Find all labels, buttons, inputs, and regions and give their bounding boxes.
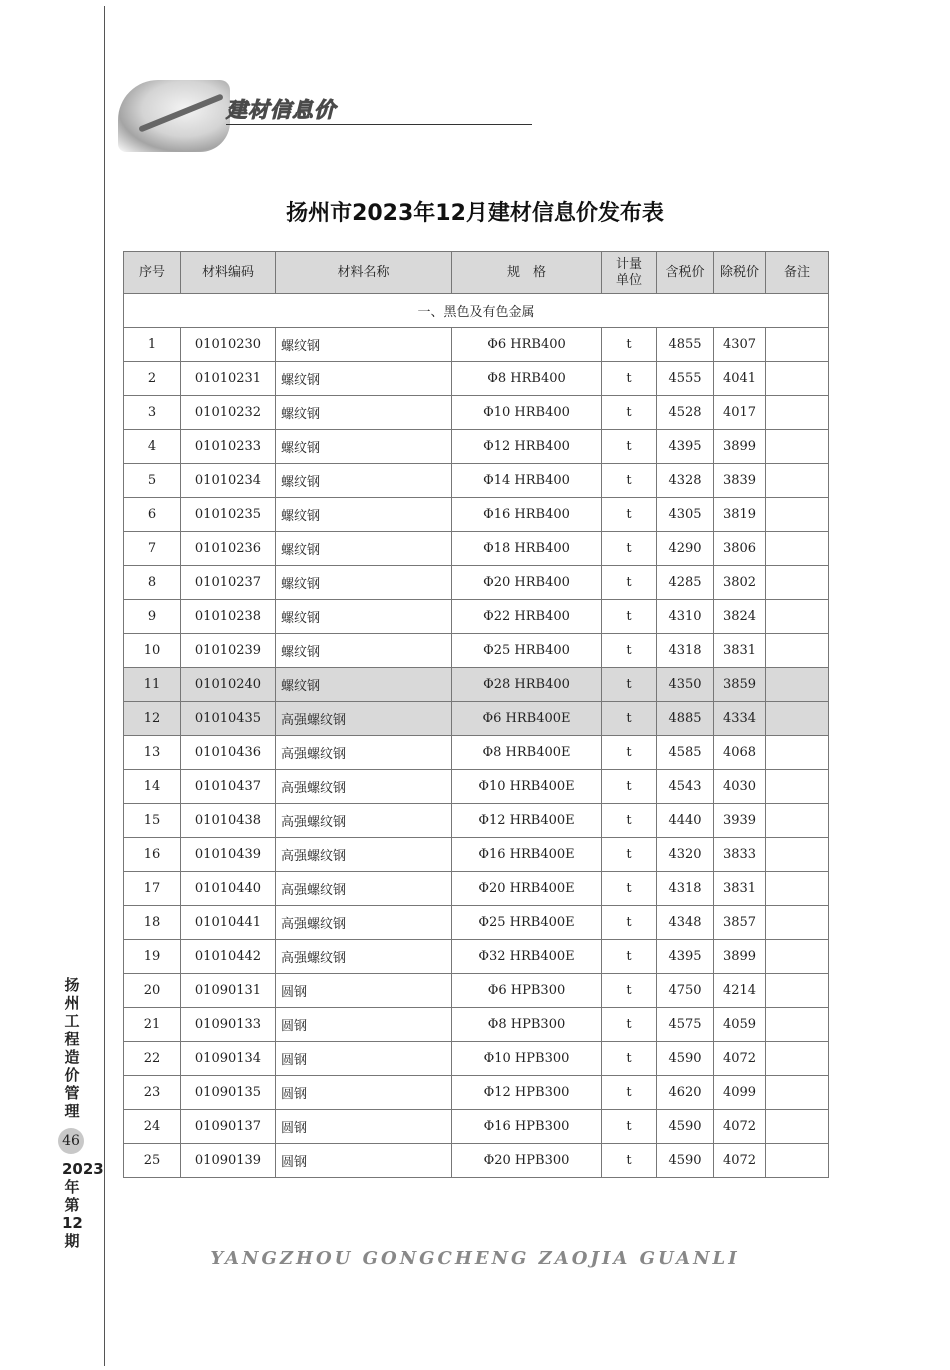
cell-note	[766, 1008, 829, 1042]
table-row	[124, 362, 829, 396]
cell-unit: t	[602, 906, 657, 940]
table-row	[124, 668, 829, 702]
cell-no: 21	[124, 1008, 181, 1042]
cell-unit: t	[602, 974, 657, 1008]
table-row	[124, 1008, 829, 1042]
cell-code: 01010236	[181, 532, 276, 566]
cell-spec: Φ10 HRB400E	[452, 770, 602, 804]
cell-spec: Φ18 HRB400	[452, 532, 602, 566]
cell-spec: Φ8 HPB300	[452, 1008, 602, 1042]
section-row	[124, 294, 829, 328]
cell-no: 6	[124, 498, 181, 532]
cell-notax-price: 4214	[714, 974, 766, 1008]
table-row	[124, 872, 829, 906]
cell-unit: t	[602, 566, 657, 600]
cell-tax-price: 4328	[657, 464, 714, 498]
cell-note	[766, 464, 829, 498]
cell-tax-price: 4750	[657, 974, 714, 1008]
cell-notax-price: 3833	[714, 838, 766, 872]
cell-tax-price: 4590	[657, 1042, 714, 1076]
cell-name: 高强螺纹钢	[276, 702, 452, 736]
cell-unit: t	[602, 1144, 657, 1178]
cell-note	[766, 634, 829, 668]
cell-no: 2	[124, 362, 181, 396]
cell-unit: t	[602, 940, 657, 974]
cell-note	[766, 600, 829, 634]
cell-code: 01090131	[181, 974, 276, 1008]
cell-code: 01010233	[181, 430, 276, 464]
cell-note	[766, 1042, 829, 1076]
cell-name: 螺纹钢	[276, 600, 452, 634]
cell-name: 螺纹钢	[276, 532, 452, 566]
table-row	[124, 940, 829, 974]
cell-notax-price: 3824	[714, 600, 766, 634]
cell-no: 5	[124, 464, 181, 498]
cell-no: 8	[124, 566, 181, 600]
cell-note	[766, 328, 829, 362]
cell-code: 01010230	[181, 328, 276, 362]
cell-code: 01010435	[181, 702, 276, 736]
cell-code: 01010441	[181, 906, 276, 940]
cell-unit: t	[602, 396, 657, 430]
cell-no: 17	[124, 872, 181, 906]
cell-tax-price: 4585	[657, 736, 714, 770]
cell-code: 01010235	[181, 498, 276, 532]
cell-tax-price: 4318	[657, 634, 714, 668]
table-row	[124, 1110, 829, 1144]
cell-no: 19	[124, 940, 181, 974]
cell-spec: Φ25 HRB400	[452, 634, 602, 668]
cell-tax-price: 4320	[657, 838, 714, 872]
cell-unit: t	[602, 668, 657, 702]
cell-no: 7	[124, 532, 181, 566]
issue-year: 2023	[62, 1160, 104, 1178]
cell-no: 13	[124, 736, 181, 770]
cell-notax-price: 4072	[714, 1110, 766, 1144]
cell-unit: t	[602, 634, 657, 668]
cell-code: 01010232	[181, 396, 276, 430]
cell-code: 01010237	[181, 566, 276, 600]
cell-notax-price: 3819	[714, 498, 766, 532]
cell-notax-price: 3899	[714, 940, 766, 974]
cell-tax-price: 4528	[657, 396, 714, 430]
cell-spec: Φ12 HRB400E	[452, 804, 602, 838]
cell-note	[766, 668, 829, 702]
cell-notax-price: 3859	[714, 668, 766, 702]
header-cell-tax-price: 含税价	[657, 252, 714, 294]
cell-spec: Φ14 HRB400	[452, 464, 602, 498]
cell-no: 16	[124, 838, 181, 872]
cell-code: 01090134	[181, 1042, 276, 1076]
cell-notax-price: 3939	[714, 804, 766, 838]
cell-note	[766, 702, 829, 736]
cell-tax-price: 4590	[657, 1144, 714, 1178]
cell-spec: Φ8 HRB400E	[452, 736, 602, 770]
table-row	[124, 532, 829, 566]
table-row	[124, 634, 829, 668]
cell-spec: Φ16 HPB300	[452, 1110, 602, 1144]
cell-notax-price: 3839	[714, 464, 766, 498]
cell-tax-price: 4575	[657, 1008, 714, 1042]
cell-tax-price: 4855	[657, 328, 714, 362]
cell-notax-price: 3899	[714, 430, 766, 464]
cell-code: 01090139	[181, 1144, 276, 1178]
cell-name: 螺纹钢	[276, 464, 452, 498]
cell-name: 圆钢	[276, 974, 452, 1008]
table-row	[124, 1144, 829, 1178]
table-header-row	[124, 252, 829, 294]
cell-spec: Φ10 HPB300	[452, 1042, 602, 1076]
cell-no: 23	[124, 1076, 181, 1110]
cell-tax-price: 4285	[657, 566, 714, 600]
cell-notax-price: 3802	[714, 566, 766, 600]
cell-name: 圆钢	[276, 1008, 452, 1042]
cell-notax-price: 4072	[714, 1042, 766, 1076]
cell-name: 高强螺纹钢	[276, 940, 452, 974]
header-cell-notax-price: 除税价	[714, 252, 766, 294]
cell-tax-price: 4543	[657, 770, 714, 804]
cell-note	[766, 770, 829, 804]
cell-name: 高强螺纹钢	[276, 770, 452, 804]
cell-unit: t	[602, 736, 657, 770]
section-banner	[118, 80, 538, 156]
cell-unit: t	[602, 464, 657, 498]
cell-notax-price: 4099	[714, 1076, 766, 1110]
cell-notax-price: 4068	[714, 736, 766, 770]
cell-name: 螺纹钢	[276, 328, 452, 362]
cell-note	[766, 1076, 829, 1110]
journal-title: 扬州工程造价管理	[64, 976, 80, 1120]
cell-name: 螺纹钢	[276, 362, 452, 396]
cell-name: 圆钢	[276, 1042, 452, 1076]
cell-spec: Φ20 HRB400	[452, 566, 602, 600]
cell-unit: t	[602, 600, 657, 634]
cell-name: 高强螺纹钢	[276, 906, 452, 940]
header-cell-code: 材料编码	[181, 252, 276, 294]
cell-no: 15	[124, 804, 181, 838]
cell-unit: t	[602, 1110, 657, 1144]
table-row	[124, 1076, 829, 1110]
cell-code: 01010234	[181, 464, 276, 498]
cell-no: 11	[124, 668, 181, 702]
table-row	[124, 702, 829, 736]
cell-note	[766, 974, 829, 1008]
issue-label	[62, 1160, 104, 1250]
cell-no: 24	[124, 1110, 181, 1144]
cell-code: 01010437	[181, 770, 276, 804]
cell-code: 01010439	[181, 838, 276, 872]
cell-name: 圆钢	[276, 1144, 452, 1178]
cell-note	[766, 396, 829, 430]
cell-spec: Φ32 HRB400E	[452, 940, 602, 974]
cell-tax-price: 4440	[657, 804, 714, 838]
cell-spec: Φ28 HRB400	[452, 668, 602, 702]
page-title: 扬州市2023年12月建材信息价发布表	[286, 201, 664, 226]
cell-code: 01010440	[181, 872, 276, 906]
cell-unit: t	[602, 328, 657, 362]
table-row	[124, 770, 829, 804]
cell-no: 22	[124, 1042, 181, 1076]
cell-notax-price: 3857	[714, 906, 766, 940]
cell-no: 9	[124, 600, 181, 634]
cell-note	[766, 532, 829, 566]
cell-no: 3	[124, 396, 181, 430]
cell-unit: t	[602, 770, 657, 804]
cell-tax-price: 4305	[657, 498, 714, 532]
cell-unit: t	[602, 430, 657, 464]
cell-name: 螺纹钢	[276, 396, 452, 430]
cell-code: 01010231	[181, 362, 276, 396]
cell-note	[766, 566, 829, 600]
cell-tax-price: 4885	[657, 702, 714, 736]
banner-rule	[226, 124, 532, 125]
cell-name: 高强螺纹钢	[276, 838, 452, 872]
cell-note	[766, 804, 829, 838]
table-row	[124, 396, 829, 430]
cell-no: 1	[124, 328, 181, 362]
cell-notax-price: 4030	[714, 770, 766, 804]
cell-tax-price: 4350	[657, 668, 714, 702]
cell-name: 螺纹钢	[276, 634, 452, 668]
cell-no: 14	[124, 770, 181, 804]
table-row	[124, 498, 829, 532]
header-cell-unit: 计量单位	[602, 252, 657, 294]
cell-note	[766, 940, 829, 974]
cell-code: 01010438	[181, 804, 276, 838]
cell-spec: Φ6 HRB400	[452, 328, 602, 362]
cell-code: 01090133	[181, 1008, 276, 1042]
cell-unit: t	[602, 498, 657, 532]
cell-spec: Φ6 HPB300	[452, 974, 602, 1008]
page-number: 46	[58, 1128, 84, 1154]
cell-unit: t	[602, 1008, 657, 1042]
price-table	[123, 251, 829, 1178]
cell-tax-price: 4348	[657, 906, 714, 940]
cell-unit: t	[602, 872, 657, 906]
cell-code: 01010240	[181, 668, 276, 702]
cell-note	[766, 430, 829, 464]
issue-number: 12	[62, 1214, 83, 1232]
cell-spec: Φ12 HRB400	[452, 430, 602, 464]
cell-name: 高强螺纹钢	[276, 736, 452, 770]
cell-unit: t	[602, 804, 657, 838]
cell-spec: Φ10 HRB400	[452, 396, 602, 430]
cell-notax-price: 4307	[714, 328, 766, 362]
cell-no: 4	[124, 430, 181, 464]
banner-title: 建材信息价	[226, 98, 336, 122]
table-row	[124, 736, 829, 770]
cell-name: 圆钢	[276, 1076, 452, 1110]
cell-note	[766, 1144, 829, 1178]
cell-unit: t	[602, 1042, 657, 1076]
cell-tax-price: 4555	[657, 362, 714, 396]
cell-unit: t	[602, 1076, 657, 1110]
cell-spec: Φ16 HRB400E	[452, 838, 602, 872]
cell-code: 01090137	[181, 1110, 276, 1144]
table-row	[124, 464, 829, 498]
cell-tax-price: 4620	[657, 1076, 714, 1110]
cell-unit: t	[602, 532, 657, 566]
cell-spec: Φ20 HRB400E	[452, 872, 602, 906]
header-cell-no: 序号	[124, 252, 181, 294]
cell-tax-price: 4318	[657, 872, 714, 906]
cell-notax-price: 4072	[714, 1144, 766, 1178]
table-row	[124, 1042, 829, 1076]
cell-note	[766, 362, 829, 396]
cell-spec: Φ20 HPB300	[452, 1144, 602, 1178]
cell-name: 高强螺纹钢	[276, 804, 452, 838]
cell-name: 螺纹钢	[276, 430, 452, 464]
cell-tax-price: 4310	[657, 600, 714, 634]
cell-note	[766, 1110, 829, 1144]
table-row	[124, 600, 829, 634]
section-label: 一、黑色及有色金属	[124, 294, 829, 328]
table-row	[124, 906, 829, 940]
footer-english-title: YANGZHOU GONGCHENG ZAOJIA GUANLI	[210, 1248, 740, 1269]
cell-note	[766, 498, 829, 532]
cell-tax-price: 4395	[657, 940, 714, 974]
cell-code: 01090135	[181, 1076, 276, 1110]
cell-no: 18	[124, 906, 181, 940]
cell-unit: t	[602, 838, 657, 872]
cell-note	[766, 906, 829, 940]
cell-tax-price: 4590	[657, 1110, 714, 1144]
table-row	[124, 430, 829, 464]
cell-name: 螺纹钢	[276, 668, 452, 702]
cell-spec: Φ8 HRB400	[452, 362, 602, 396]
table-row	[124, 804, 829, 838]
cell-notax-price: 3806	[714, 532, 766, 566]
cell-name: 螺纹钢	[276, 566, 452, 600]
cell-notax-price: 4017	[714, 396, 766, 430]
cell-spec: Φ16 HRB400	[452, 498, 602, 532]
cell-unit: t	[602, 362, 657, 396]
cell-name: 高强螺纹钢	[276, 872, 452, 906]
table-row	[124, 974, 829, 1008]
cell-note	[766, 736, 829, 770]
issue-qi: 期	[64, 1232, 80, 1250]
cell-no: 20	[124, 974, 181, 1008]
cell-tax-price: 4290	[657, 532, 714, 566]
cell-note	[766, 838, 829, 872]
cell-notax-price: 3831	[714, 634, 766, 668]
issue-nian: 年	[64, 1178, 80, 1196]
cell-notax-price: 4059	[714, 1008, 766, 1042]
cell-code: 01010436	[181, 736, 276, 770]
cell-code: 01010239	[181, 634, 276, 668]
cell-spec: Φ25 HRB400E	[452, 906, 602, 940]
cell-no: 25	[124, 1144, 181, 1178]
table-row	[124, 328, 829, 362]
cell-spec: Φ22 HRB400	[452, 600, 602, 634]
header-cell-spec: 规 格	[452, 252, 602, 294]
cell-name: 螺纹钢	[276, 498, 452, 532]
cell-notax-price: 3831	[714, 872, 766, 906]
header-cell-name: 材料名称	[276, 252, 452, 294]
table-row	[124, 566, 829, 600]
cell-spec: Φ6 HRB400E	[452, 702, 602, 736]
cell-unit: t	[602, 702, 657, 736]
header-cell-note: 备注	[766, 252, 829, 294]
cell-code: 01010442	[181, 940, 276, 974]
cell-code: 01010238	[181, 600, 276, 634]
table-row	[124, 838, 829, 872]
cell-no: 10	[124, 634, 181, 668]
cell-name: 圆钢	[276, 1110, 452, 1144]
cell-notax-price: 4041	[714, 362, 766, 396]
cell-no: 12	[124, 702, 181, 736]
cell-tax-price: 4395	[657, 430, 714, 464]
cell-spec: Φ12 HPB300	[452, 1076, 602, 1110]
cell-notax-price: 4334	[714, 702, 766, 736]
cell-note	[766, 872, 829, 906]
issue-di: 第	[64, 1196, 80, 1214]
